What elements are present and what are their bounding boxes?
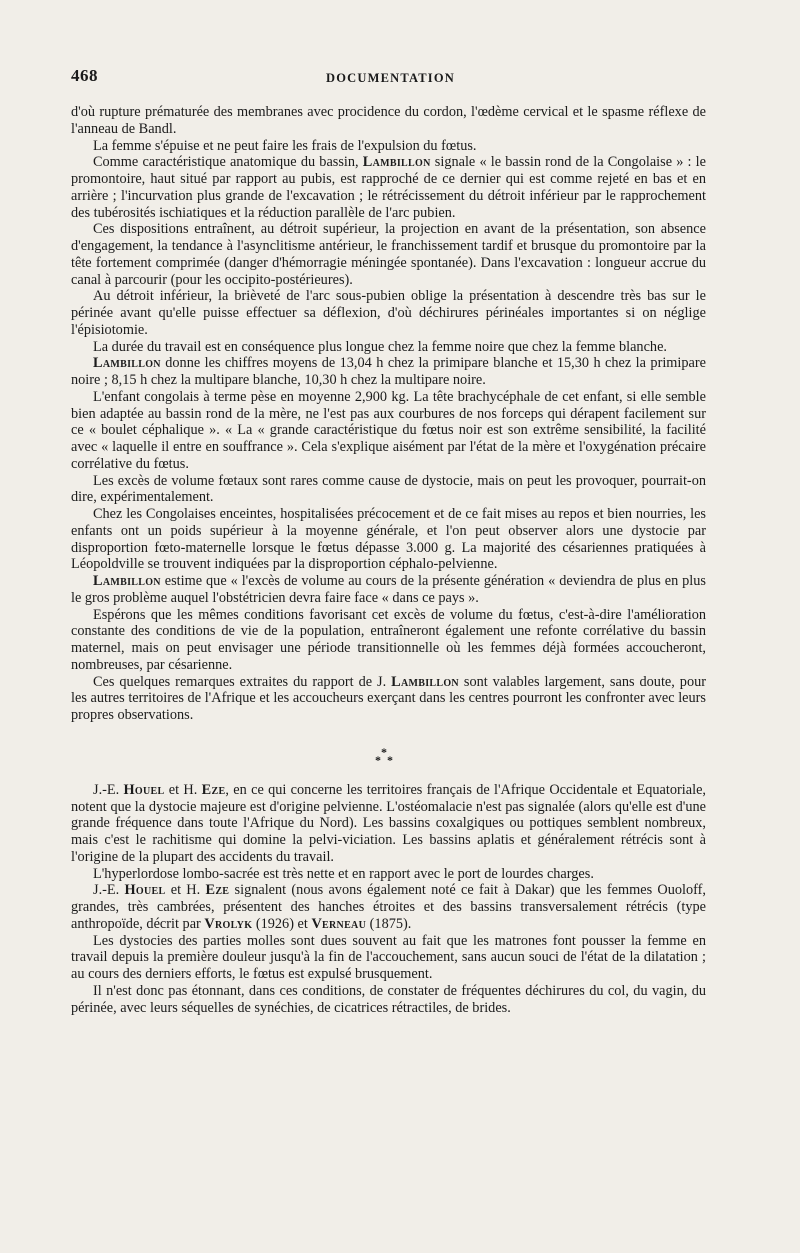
running-title: DOCUMENTATION [325,71,456,85]
author-name: Eze [205,882,230,899]
author-name: Eze [201,781,226,798]
body-text [71,104,706,1016]
separator-star: * [387,752,393,767]
author-name: Verneau [311,915,367,932]
page-header [71,66,710,88]
paragraph: La durée du travail est en conséquence plus longue chez la femme noire que chez la femme blanche. [93,338,667,355]
section-separator [71,736,706,776]
paragraph: Ces dispositions entraînent, au détroit supérieur, la projection en avant de la présentation, son absence d'engagement, la tendance à l'asynclitisme antérieur, le franchissement tardif et brusque du promontoire par la tête fortement comprimée (danger d'hémorragie méningée spontanée). Dans l'excavation : longueur accrue du canal à parcourir (pour les occipito-postérieures). [71,221,706,288]
paragraph: Lambillon estime que « l'excès de volume au cours de la présente génération « deviendra de plus en plus le gros problème auquel l'obstétricien devra faire face « dans ce pays ». [71,573,706,606]
paragraph: J.-E. Houel et H. Eze signalent (nous avons également noté ce fait à Dakar) que les femmes Ouoloff, grandes, très cambrées, présentent des hanches étroites et des bassins transversalement rétrécis (type anthropoïde, décrit par Vrolyk (1926) et Verneau (1875). [71,882,706,932]
author-name: Houel [124,882,166,899]
author-name: Lambillon [93,355,161,372]
paragraph: Il n'est donc pas étonnant, dans ces conditions, de constater de fréquentes déchirures du col, du vagin, du périnée, avec leurs séquelles de synéchies, de cicatrices rétractiles, de brides. [71,982,706,1016]
author-name: Lambillon [93,573,161,589]
separator-star: * [375,752,381,767]
author-name: Houel [123,781,165,798]
paragraph: L'hyperlordose lombo-sacrée est très nette et en rapport avec le port de lourdes charges. [93,865,594,882]
paragraph: Espérons que les mêmes conditions favorisant cet excès de volume du fœtus, c'est-à-dire l'amélioration constante des conditions de vie de la population, entraîneront également une refonte corrélative du bassin maternel, mais on peut envisager une période transitionnelle où les femmes déjà formées accoucheront, nombreuses, par césarienne. [71,606,706,673]
paragraph: Les excès de volume fœtaux sont rares comme cause de dystocie, mais on peut les provoquer, pourrait-on dire, expérimentalement. [71,472,706,506]
paragraph: Les dystocies des parties molles sont dues souvent au fait que les matrones font pousser la femme en travail depuis la première douleur jusqu'à la fin de l'accouchement, sans aucun souci de l'état de la dilatation ; au cours des derniers efforts, le fœtus est expulsé brusquement. [71,932,706,982]
page-number: 468 [71,66,98,85]
author-name: Lambillon [391,673,459,690]
author-name: Lambillon [362,154,431,171]
paragraph: d'où rupture prématurée des membranes avec procidence du cordon, l'œdème cervical et le spasme réflexe de l'anneau de Bandl. [71,104,706,137]
paragraph: Chez les Congolaises enceintes, hospitalisées précocement et de ce fait mises au repos et bien nourries, les enfants ont un poids supérieur à la moyenne générale, et l'on peut observer alors une dystocie par disproportion fœto-maternelle lorsque le fœtus dépasse 3.000 g. La majorité des césariennes pratiquées à Léopoldville se trouvent indiquées par la disproportion céphalo-pelvienne. [71,506,706,573]
paragraph: L'enfant congolais à terme pèse en moyenne 2,900 kg. La tête brachycéphale de cet enfant, si elle semble bien adaptée au bassin rond de la mère, ne l'est pas aux courbures de nos forceps qui dérapent facilement sur ce « boulet céphalique ». « La « grande caractéristique du fœtus noir est son extrême sensibilité, la facilité avec « laquelle il entre en souffrance ». Cela s'explique aisément par l'état de la mère et l'oxygénation précaire corrélative du fœtus. [71,388,706,472]
paragraph: Comme caractéristique anatomique du bassin, Lambillon signale « le bassin rond de la Congolaise » : le promontoire, haut situé par rapport au pubis, est rapproché de ce dernier qui est comme rejeté en bas et en arrière ; l'incurvation plus grande de l'excavation ; le rétrécissement du détroit inférieur par le rapprochement des tubérosités ischiatiques et la réduction parallèle de l'arc pubien. [71,154,707,221]
separator-star: * [381,744,387,759]
paragraph: J.-E. Houel et H. Eze, en ce qui concerne les territoires français de l'Afrique Occidentale et Equatoriale, notent que la dystocie majeure est d'origine pelvienne. L'ostéomalacie n'est pas signalée (alors qu'elle est d'une grande fréquence dans toute l'Afrique du Nord). Les bassins coxalgiques ou pottiques semblent nombreux, mais c'est le rachitisme qui domine la pelvi-viciation. Les bassins aplatis et généralement rétrécis sont à l'origine de la plupart des accidents du travail. [71,781,706,865]
paragraph: La femme s'épuise et ne peut faire les frais de l'expulsion du fœtus. [93,137,477,154]
author-name: Vrolyk [204,915,253,932]
paragraph: Ces quelques remarques extraites du rapport de J. Lambillon sont valables largement, sans doute, pour les autres territoires de l'Afrique et les accoucheurs exerçant dans les centres pourront les confronter avec leurs propres observations. [71,673,707,723]
paragraph: Au détroit inférieur, la brièveté de l'arc sous-pubien oblige la présentation à descendre très bas sur le périnée avant qu'elle puisse effectuer sa déflexion, d'où déchirures périnéales importantes si on néglige l'épisiotomie. [71,288,706,338]
paragraph: Lambillon donne les chiffres moyens de 13,04 h chez la primipare blanche et 15,30 h chez la primipare noire ; 8,15 h chez la multipare blanche, 10,30 h chez la multipare noire. [71,355,706,388]
